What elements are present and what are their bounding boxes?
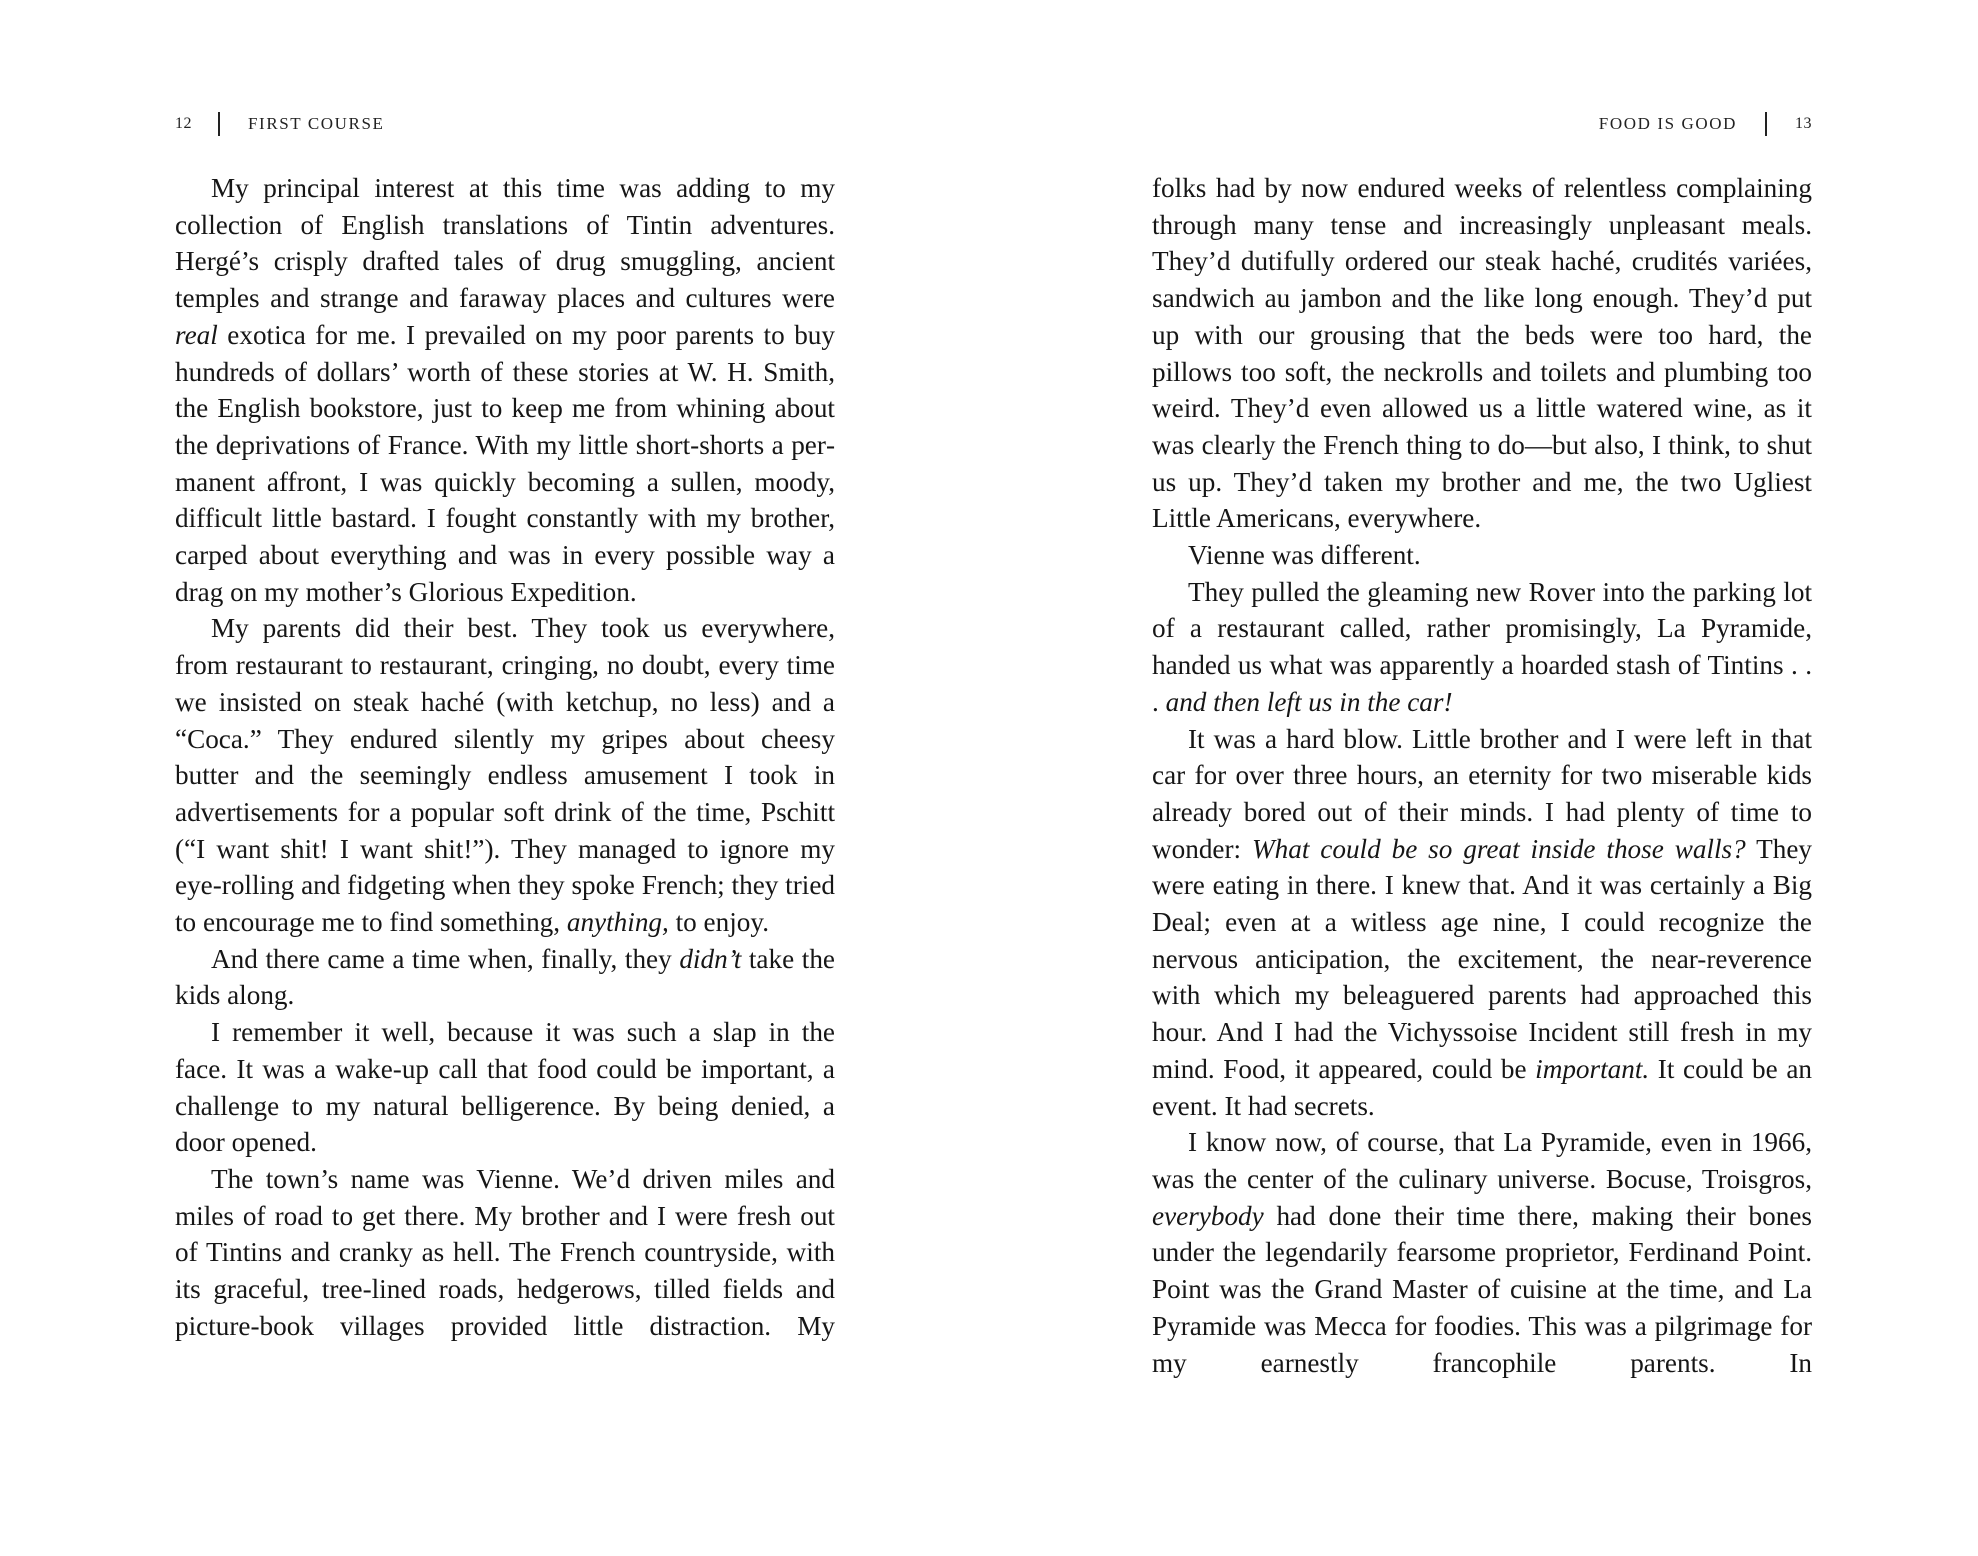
left-running-head: FIRST COURSE <box>248 114 385 133</box>
italic-text: didn’t <box>679 943 742 974</box>
left-page-number: 12 <box>175 115 192 132</box>
paragraph <box>1152 574 1812 721</box>
paragraph <box>175 941 835 1014</box>
text-segment: It was a hard blow. Little brother and I were left in that car for over three hours, an eternity for two miserable kids already bored out of their minds. I had plenty of time to wonder: <box>1152 723 1812 864</box>
text-segment: folks had by now endured weeks of relentless complaining through many tense and increasingly unpleasant meals. They’d dutifully ordered our steak haché, crudités variées, sandwich au jambon and the like long enough. They’d put up with our grousing that the beds were too hard, the pillows too soft, the neckrolls and toilets and plumbing too weird. They’d even allowed us a little watered wine, as it was clearly the French thing to do—but also, I think, to shut us up. They’d taken my brother and me, the two Ugliest Little Americans, everywhere. <box>1152 173 1812 534</box>
text-segment: The town’s name was Vienne. We’d driven miles and miles of road to get there. My brother and I were fresh out of Tintins and cranky as hell. The French countryside, with its graceful, tree-lined roads, hedgerows, tilled fields and picture-book villages provided little distraction. My <box>175 1163 835 1341</box>
text-segment: They pulled the gleaming new Rover into the parking lot of a restaurant called, rather promisingly, La Pyramide, handed us what was apparently a hoarded stash of Tintins . . . <box>1152 576 1812 717</box>
paragraph <box>1152 170 1812 537</box>
paragraph <box>1152 1124 1812 1381</box>
left-page-body <box>175 170 835 1345</box>
text-segment: My principal interest at this time was adding to my collection of English translations of Tintin adventures. Hergé’s crisply drafted tales of drug smuggling, ancient temples and strange and faraway places and cultures were <box>175 173 835 314</box>
text-segment: to enjoy. <box>668 907 769 938</box>
paragraph <box>175 1014 835 1161</box>
header-divider <box>1765 112 1767 136</box>
text-segment: exotica for me. I prevailed on my poor parents to buy hundreds of dollars’ worth of these stories at W. H. Smith, the English bookstore, just to keep me from whining about the deprivations of France. With my little short-shorts a permanent affront, I was quickly becoming a sullen, moody, difficult little bastard. I fought constantly with my brother, carped about everything and was in every possible way a drag on my mother’s Glorious Expedition. <box>175 319 835 607</box>
text-segment: take the kids along. <box>175 943 835 1011</box>
text-segment: had done their time there, making their bones under the legendarily fearsome proprietor, Ferdinand Point. Point was the Grand Master of cuisine at the time, and La Pyramide was Mecca for foodies. This was a pilgrimage for my earnestly francophile parents. In <box>1152 1200 1812 1378</box>
text-segment: I know now, of course, that La Pyramide, even in 1966, was the center of the culinary universe. Bocuse, Troisgros, <box>1152 1127 1812 1194</box>
text-segment: They were eating in there. I knew that. And it was certainly a Big Deal; even at a witless age nine, I could recognize the nervous anticipation, the excitement, the near-reverence with which my beleaguered parents had approached this hour. And I had the Vichyssoise Incident still fresh in my mind. Food, it appeared, could be <box>1152 833 1812 1084</box>
text-segment: I remember it well, because it was such a slap in the face. It was a wake-up call that food could be important, a challenge to my natural belligerence. By being denied, a door opened. <box>175 1017 835 1158</box>
right-page-header <box>1152 113 1812 135</box>
italic-text: and then left us in the car! <box>1165 686 1453 717</box>
italic-text: What could be so great inside those walls? <box>1252 833 1746 864</box>
paragraph <box>175 610 835 940</box>
text-segment: Vienne was different. <box>1188 540 1421 571</box>
italic-text: important. <box>1535 1053 1650 1084</box>
paragraph <box>1152 537 1812 574</box>
italic-text: real <box>175 319 218 350</box>
right-page-number: 13 <box>1795 115 1812 132</box>
right-running-head: FOOD IS GOOD <box>1598 114 1737 133</box>
paragraph <box>1152 721 1812 1125</box>
header-divider <box>218 112 220 136</box>
text-segment: And there came a time when, finally, they <box>211 943 680 974</box>
paragraph <box>175 170 835 610</box>
text-segment: It could be an event. It had secrets. <box>1152 1053 1812 1121</box>
italic-text: anything, <box>566 907 669 938</box>
paragraph <box>175 1161 835 1345</box>
italic-text: everybody <box>1152 1200 1264 1231</box>
left-page-header <box>175 113 835 135</box>
text-segment: My parents did their best. They took us everywhere, from restaurant to restaurant, cringing, no doubt, every time we insisted on steak haché (with ketchup, no less) and a “Coca.” They endured silently my gripes about cheesy butter and the seemingly endless amusement I took in advertisements for a popular soft drink of the time, Pschitt (“I want shit! I want shit!”). They managed to ignore my eye-rolling and fidgeting when they spoke French; they tried to encourage me to find something, <box>175 613 835 938</box>
right-page-body <box>1152 170 1812 1381</box>
